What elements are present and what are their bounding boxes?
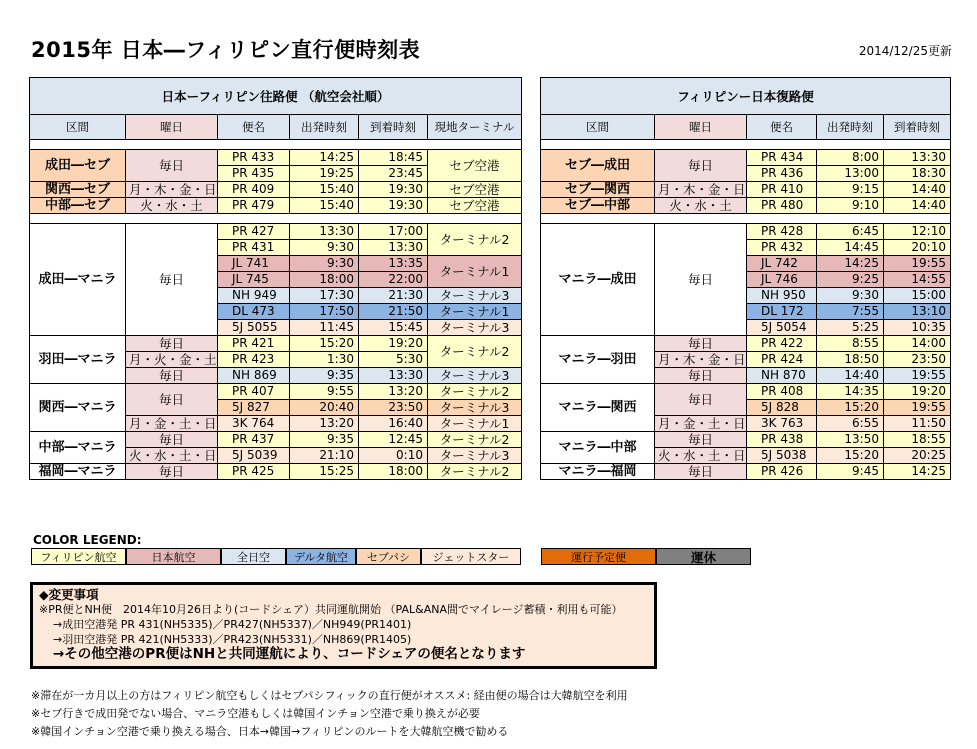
depart-time: 14:40 xyxy=(817,368,884,384)
arrive-time: 23:50 xyxy=(884,352,951,368)
route-cell: 関西―マニラ xyxy=(30,384,126,432)
days-cell: 毎日 xyxy=(126,384,218,416)
arrive-time: 13:20 xyxy=(359,384,428,400)
arrive-time: 13:35 xyxy=(359,256,428,272)
depart-time: 9:10 xyxy=(817,198,884,214)
days-cell: 毎日 xyxy=(126,368,218,384)
route-cell: 成田―セブ xyxy=(30,150,126,182)
flight-number: 5J 5039 xyxy=(218,448,290,464)
terminal-cell: ターミナル2 xyxy=(428,336,522,368)
route-cell: セブ―成田 xyxy=(541,150,655,182)
col-depart: 出発時刻 xyxy=(817,115,884,140)
flight-number: 3K 763 xyxy=(747,416,817,432)
terminal-cell: ターミナル2 xyxy=(428,464,522,480)
arrive-time: 18:45 xyxy=(359,150,428,166)
arrive-time: 23:45 xyxy=(359,166,428,182)
flight-number: PR 425 xyxy=(218,464,290,480)
depart-time: 15:40 xyxy=(290,198,359,214)
depart-time: 13:00 xyxy=(817,166,884,182)
inbound-caption: フィリピンー日本復路便 xyxy=(541,78,951,115)
legend-jetstar: ジェットスター xyxy=(421,548,521,565)
terminal-cell: セブ空港 xyxy=(428,198,522,214)
legend-philippine-airlines: フィリピン航空 xyxy=(31,548,126,565)
arrive-time: 12:10 xyxy=(884,224,951,240)
terminal-cell: ターミナル3 xyxy=(428,320,522,336)
outbound-timetable xyxy=(29,77,522,480)
notice-line: ※PR便とNH便 2014年10月26日より(コードシェア）共同運航開始 （PAL&ANA間でマイレージ蓄積・利用も可能） xyxy=(39,603,623,616)
route-cell: マニラ―関西 xyxy=(541,384,655,432)
arrive-time: 10:35 xyxy=(884,320,951,336)
depart-time: 15:25 xyxy=(290,464,359,480)
arrive-time: 5:30 xyxy=(359,352,428,368)
legend-title: COLOR LEGEND: xyxy=(33,533,142,547)
flight-number: PR 434 xyxy=(747,150,817,166)
days-cell: 月・金・土・日 xyxy=(126,416,218,432)
flight-number: JL 745 xyxy=(218,272,290,288)
arrive-time: 18:00 xyxy=(359,464,428,480)
flight-number: NH 949 xyxy=(218,288,290,304)
days-cell: 月・火・金・土 xyxy=(126,352,218,368)
arrive-time: 20:10 xyxy=(884,240,951,256)
arrive-time: 21:30 xyxy=(359,288,428,304)
days-cell: 毎日 xyxy=(126,432,218,448)
depart-time: 13:50 xyxy=(817,432,884,448)
col-depart: 出発時刻 xyxy=(290,115,359,140)
outbound-caption: 日本ーフィリピン往路便 （航空会社順） xyxy=(30,78,522,115)
route-cell: 中部―セブ xyxy=(30,198,126,214)
depart-time: 9:15 xyxy=(817,182,884,198)
flight-number: NH 950 xyxy=(747,288,817,304)
notice-line: →成田空港発 PR 431(NH5335)／PR427(NH5337)／NH949(PR1401) xyxy=(53,618,412,631)
depart-time: 14:45 xyxy=(817,240,884,256)
route-cell: マニラ―羽田 xyxy=(541,336,655,384)
flight-number: PR 409 xyxy=(218,182,290,198)
terminal-cell: セブ空港 xyxy=(428,182,522,198)
route-cell: 成田―マニラ xyxy=(30,224,126,336)
arrive-time: 19:55 xyxy=(884,256,951,272)
col-days: 曜日 xyxy=(655,115,747,140)
depart-time: 9:35 xyxy=(290,432,359,448)
terminal-cell: ターミナル2 xyxy=(428,224,522,256)
route-cell: マニラ―成田 xyxy=(541,224,655,336)
terminal-cell: ターミナル1 xyxy=(428,256,522,288)
flight-number: JL 742 xyxy=(747,256,817,272)
terminal-cell: ターミナル1 xyxy=(428,304,522,320)
depart-time: 9:30 xyxy=(290,240,359,256)
depart-time: 9:25 xyxy=(817,272,884,288)
arrive-time: 17:00 xyxy=(359,224,428,240)
days-cell: 毎日 xyxy=(655,464,747,480)
depart-time: 5:25 xyxy=(817,320,884,336)
days-cell: 火・水・土・日 xyxy=(126,448,218,464)
depart-time: 13:30 xyxy=(290,224,359,240)
arrive-time: 0:10 xyxy=(359,448,428,464)
days-cell: 毎日 xyxy=(126,224,218,336)
terminal-cell: ターミナル2 xyxy=(428,432,522,448)
route-cell: 福岡―マニラ xyxy=(30,464,126,480)
flight-number: PR 407 xyxy=(218,384,290,400)
col-terminal: 現地ターミナル xyxy=(428,115,522,140)
depart-time: 17:30 xyxy=(290,288,359,304)
arrive-time: 20:25 xyxy=(884,448,951,464)
days-cell: 月・木・金・日 xyxy=(126,182,218,198)
depart-time: 15:40 xyxy=(290,182,359,198)
flight-number: PR 426 xyxy=(747,464,817,480)
flight-number: PR 427 xyxy=(218,224,290,240)
arrive-time: 21:50 xyxy=(359,304,428,320)
flight-number: PR 438 xyxy=(747,432,817,448)
depart-time: 9:35 xyxy=(290,368,359,384)
flight-number: PR 480 xyxy=(747,198,817,214)
depart-time: 6:45 xyxy=(817,224,884,240)
flight-number: PR 421 xyxy=(218,336,290,352)
days-cell: 毎日 xyxy=(655,368,747,384)
col-section: 区間 xyxy=(541,115,655,140)
arrive-time: 16:40 xyxy=(359,416,428,432)
days-cell: 火・水・土 xyxy=(126,198,218,214)
inbound-timetable xyxy=(540,77,951,480)
days-cell: 毎日 xyxy=(655,432,747,448)
flight-number: PR 422 xyxy=(747,336,817,352)
terminal-cell: ターミナル3 xyxy=(428,368,522,384)
col-days: 曜日 xyxy=(126,115,218,140)
days-cell: 月・木・金・日 xyxy=(655,352,747,368)
flight-number: 5J 828 xyxy=(747,400,817,416)
days-cell: 毎日 xyxy=(655,336,747,352)
legend-delta: デルタ航空 xyxy=(286,548,356,565)
legend-scheduled: 運行予定便 xyxy=(541,548,656,565)
col-section: 区間 xyxy=(30,115,126,140)
depart-time: 13:20 xyxy=(290,416,359,432)
route-cell: マニラ―中部 xyxy=(541,432,655,464)
depart-time: 7:55 xyxy=(817,304,884,320)
change-notice xyxy=(30,582,657,669)
depart-time: 15:20 xyxy=(290,336,359,352)
col-flight: 便名 xyxy=(218,115,290,140)
arrive-time: 14:25 xyxy=(884,464,951,480)
flight-number: PR 432 xyxy=(747,240,817,256)
arrive-time: 19:20 xyxy=(359,336,428,352)
flight-number: PR 431 xyxy=(218,240,290,256)
flight-number: PR 423 xyxy=(218,352,290,368)
route-cell: 羽田―マニラ xyxy=(30,336,126,384)
arrive-time: 13:30 xyxy=(884,150,951,166)
update-date: 2014/12/25更新 xyxy=(858,44,952,58)
days-cell: 毎日 xyxy=(126,464,218,480)
days-cell: 毎日 xyxy=(655,384,747,416)
depart-time: 15:20 xyxy=(817,400,884,416)
arrive-time: 11:50 xyxy=(884,416,951,432)
depart-time: 8:55 xyxy=(817,336,884,352)
footnote: ※韓国インチョン空港で乗り換える場合、日本→韓国→フィリピンのルートを大韓航空機で勧める xyxy=(31,725,509,738)
legend-japan-airlines: 日本航空 xyxy=(126,548,221,565)
flight-number: JL 741 xyxy=(218,256,290,272)
depart-time: 9:45 xyxy=(817,464,884,480)
arrive-time: 13:30 xyxy=(359,368,428,384)
depart-time: 18:00 xyxy=(290,272,359,288)
days-cell: 火・水・土 xyxy=(655,198,747,214)
depart-time: 8:00 xyxy=(817,150,884,166)
arrive-time: 12:45 xyxy=(359,432,428,448)
flight-number: JL 746 xyxy=(747,272,817,288)
page-title: 2015年 日本―フィリピン直行便時刻表 xyxy=(31,38,421,62)
terminal-cell: ターミナル3 xyxy=(428,400,522,416)
flight-number: DL 473 xyxy=(218,304,290,320)
col-arrive: 到着時刻 xyxy=(359,115,428,140)
flight-number: 5J 827 xyxy=(218,400,290,416)
depart-time: 18:50 xyxy=(817,352,884,368)
depart-time: 20:40 xyxy=(290,400,359,416)
flight-number: PR 433 xyxy=(218,150,290,166)
days-cell: 月・金・土・日 xyxy=(655,416,747,432)
flight-number: PR 424 xyxy=(747,352,817,368)
terminal-cell: ターミナル1 xyxy=(428,416,522,432)
arrive-time: 19:55 xyxy=(884,368,951,384)
depart-time: 6:55 xyxy=(817,416,884,432)
depart-time: 14:25 xyxy=(817,256,884,272)
flight-number: 3K 764 xyxy=(218,416,290,432)
depart-time: 9:55 xyxy=(290,384,359,400)
footnote: ※セブ行きで成田発でない場合、マニラ空港もしくは韓国インチョン空港で乗り換えが必要 xyxy=(31,707,480,720)
depart-time: 1:30 xyxy=(290,352,359,368)
depart-time: 11:45 xyxy=(290,320,359,336)
depart-time: 9:30 xyxy=(290,256,359,272)
flight-number: PR 428 xyxy=(747,224,817,240)
flight-number: PR 408 xyxy=(747,384,817,400)
days-cell: 火・水・土・日 xyxy=(655,448,747,464)
flight-number: PR 479 xyxy=(218,198,290,214)
route-cell: セブ―中部 xyxy=(541,198,655,214)
arrive-time: 15:00 xyxy=(884,288,951,304)
arrive-time: 19:30 xyxy=(359,182,428,198)
col-flight: 便名 xyxy=(747,115,817,140)
days-cell: 毎日 xyxy=(126,336,218,352)
depart-time: 14:25 xyxy=(290,150,359,166)
flight-number: NH 870 xyxy=(747,368,817,384)
terminal-cell: セブ空港 xyxy=(428,150,522,182)
arrive-time: 19:55 xyxy=(884,400,951,416)
notice-heading: ◆変更事項 xyxy=(39,587,99,602)
arrive-time: 14:55 xyxy=(884,272,951,288)
arrive-time: 14:40 xyxy=(884,182,951,198)
flight-number: NH 869 xyxy=(218,368,290,384)
arrive-time: 23:50 xyxy=(359,400,428,416)
depart-time: 21:10 xyxy=(290,448,359,464)
depart-time: 15:20 xyxy=(817,448,884,464)
depart-time: 9:30 xyxy=(817,288,884,304)
days-cell: 毎日 xyxy=(655,150,747,182)
flight-number: 5J 5054 xyxy=(747,320,817,336)
arrive-time: 14:00 xyxy=(884,336,951,352)
terminal-cell: ターミナル2 xyxy=(428,384,522,400)
arrive-time: 14:40 xyxy=(884,198,951,214)
flight-number: PR 410 xyxy=(747,182,817,198)
days-cell: 毎日 xyxy=(655,224,747,336)
arrive-time: 13:10 xyxy=(884,304,951,320)
depart-time: 17:50 xyxy=(290,304,359,320)
terminal-cell: ターミナル3 xyxy=(428,448,522,464)
route-cell: 関西―セブ xyxy=(30,182,126,198)
arrive-time: 19:30 xyxy=(359,198,428,214)
flight-number: DL 172 xyxy=(747,304,817,320)
route-cell: マニラ―福岡 xyxy=(541,464,655,480)
route-cell: 中部―マニラ xyxy=(30,432,126,464)
arrive-time: 22:00 xyxy=(359,272,428,288)
flight-number: PR 435 xyxy=(218,166,290,182)
arrive-time: 18:55 xyxy=(884,432,951,448)
flight-number: 5J 5055 xyxy=(218,320,290,336)
legend-ana: 全日空 xyxy=(221,548,286,565)
terminal-cell: ターミナル3 xyxy=(428,288,522,304)
flight-number: PR 436 xyxy=(747,166,817,182)
notice-line: →羽田空港発 PR 421(NH5333)／PR423(NH5331)／NH869(PR1405) xyxy=(53,633,412,646)
days-cell: 毎日 xyxy=(126,150,218,182)
arrive-time: 18:30 xyxy=(884,166,951,182)
legend-suspended: 運休 xyxy=(656,548,751,565)
footnote: ※滞在が一カ月以上の方はフィリピン航空もしくはセブパシフィックの直行便がオススメ: 経由便の場合は大韓航空を利用 xyxy=(31,689,628,702)
legend-cebu-pacific: セブパシ xyxy=(356,548,421,565)
route-cell: セブ―関西 xyxy=(541,182,655,198)
flight-number: 5J 5038 xyxy=(747,448,817,464)
col-arrive: 到着時刻 xyxy=(884,115,951,140)
depart-time: 19:25 xyxy=(290,166,359,182)
flight-number: PR 437 xyxy=(218,432,290,448)
arrive-time: 15:45 xyxy=(359,320,428,336)
depart-time: 14:35 xyxy=(817,384,884,400)
notice-line: →その他空港のPR便はNHと共同運航により、コードシェアの便名となります xyxy=(53,646,526,662)
arrive-time: 19:20 xyxy=(884,384,951,400)
arrive-time: 13:30 xyxy=(359,240,428,256)
days-cell: 月・木・金・日 xyxy=(655,182,747,198)
